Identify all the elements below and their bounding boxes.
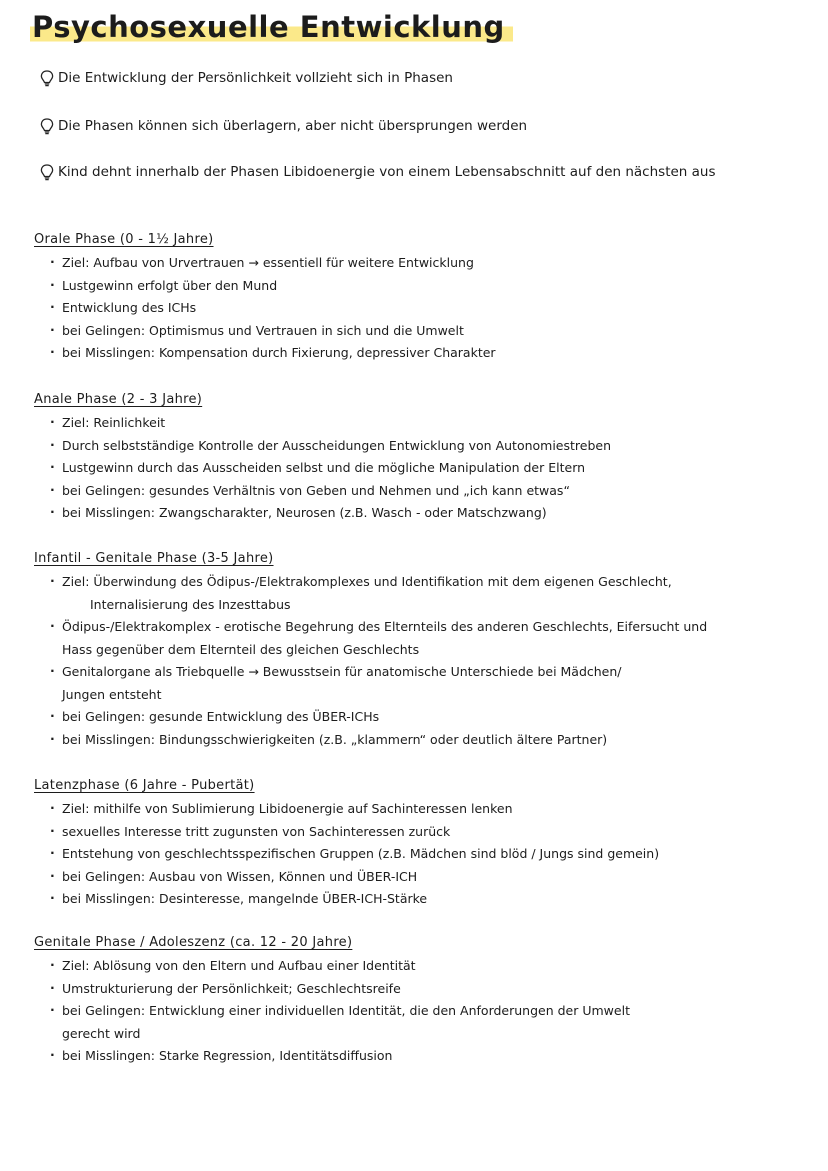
section-heading: Genitale Phase / Adoleszenz (ca. 12 - 20 Jahre) <box>34 935 353 950</box>
list-item: · Lustgewinn durch das Ausscheiden selbst und die mögliche Manipulation der Eltern <box>50 457 804 480</box>
lightbulb-icon <box>36 164 58 182</box>
list-item: · bei Gelingen: Ausbau von Wissen, Können und ÜBER-ICH <box>50 866 804 889</box>
tip-text: Die Phasen können sich überlagern, aber nicht übersprungen werden <box>58 118 528 134</box>
list-item: · Ziel: Reinlichkeit <box>50 412 804 435</box>
section-anal-phase <box>34 389 804 525</box>
list-item: · Durch selbstständige Kontrolle der Ausscheidungen Entwicklung von Autonomiestreben <box>50 435 804 458</box>
list-item-continuation: Hass gegenüber dem Elternteil des gleichen Geschlechts <box>62 641 420 657</box>
section-heading: Infantil - Genitale Phase (3-5 Jahre) <box>34 551 274 566</box>
list-item-continuation: gerecht wird <box>62 1025 141 1041</box>
list-item: · Umstrukturierung der Persönlichkeit; Geschlechtsreife <box>50 978 804 1001</box>
list-item: · bei Gelingen: Entwicklung einer individuellen Identität, die den Anforderungen der Umwelt <box>50 1000 804 1023</box>
list-item: · Ziel: Ablösung von den Eltern und Aufbau einer Identität <box>50 955 804 978</box>
section-infantile-genital-phase <box>34 548 804 751</box>
section-genital-phase <box>34 932 804 1068</box>
list-item: · Genitalorgane als Triebquelle → Bewusstsein für anatomische Unterschiede bei Mädchen/ <box>50 661 804 684</box>
list-item: · bei Misslingen: Desinteresse, mangelnde ÜBER-ICH-Stärke <box>50 888 804 911</box>
list-item: · bei Misslingen: Starke Regression, Identitätsdiffusion <box>50 1045 804 1068</box>
section-heading: Latenzphase (6 Jahre - Pubertät) <box>34 778 255 793</box>
tip-text: Die Entwicklung der Persönlichkeit vollzieht sich in Phasen <box>58 70 453 86</box>
list-item: · Ziel: mithilfe von Sublimierung Libidoenergie auf Sachinteressen lenken <box>50 798 804 821</box>
list-item: · bei Misslingen: Kompensation durch Fixierung, depressiver Charakter <box>50 342 804 365</box>
section-oral-phase <box>34 229 804 365</box>
lightbulb-icon <box>36 118 58 136</box>
list-item-continuation: Jungen entsteht <box>62 686 162 702</box>
section-heading: Orale Phase (0 - 1½ Jahre) <box>34 232 214 247</box>
list-item: · Ödipus-/Elektrakomplex - erotische Begehrung des Elternteils des anderen Geschlechts, Eifersucht und <box>50 616 804 639</box>
list-item-continuation: Internalisierung des Inzesttabus <box>90 596 291 612</box>
lightbulb-icon <box>36 70 58 88</box>
section-heading: Anale Phase (2 - 3 Jahre) <box>34 392 203 407</box>
list-item: · sexuelles Interesse tritt zugunsten von Sachinteressen zurück <box>50 821 804 844</box>
list-item: · bei Gelingen: gesundes Verhältnis von Geben und Nehmen und „ich kann etwas“ <box>50 480 804 503</box>
list-item: · bei Misslingen: Bindungsschwierigkeiten (z.B. „klammern“ oder deutlich ältere Partner) <box>50 729 804 752</box>
tip-3 <box>36 160 776 184</box>
list-item: · bei Misslingen: Zwangscharakter, Neurosen (z.B. Wasch - oder Matschzwang) <box>50 502 804 525</box>
list-item: · Ziel: Überwindung des Ödipus-/Elektrakomplexes und Identifikation mit dem eigenen Geschlecht, <box>50 571 804 594</box>
list-item: · bei Gelingen: Optimismus und Vertrauen in sich und die Umwelt <box>50 320 804 343</box>
page-title: Psychosexuelle Entwicklung <box>30 10 513 44</box>
list-item: · bei Gelingen: gesunde Entwicklung des ÜBER-ICHs <box>50 706 804 729</box>
list-item: · Entwicklung des ICHs <box>50 297 804 320</box>
section-latency-phase <box>34 775 804 911</box>
tip-2 <box>36 114 776 138</box>
list-item: · Ziel: Aufbau von Urvertrauen → essentiell für weitere Entwicklung <box>50 252 804 275</box>
list-item: · Entstehung von geschlechtsspezifischen Gruppen (z.B. Mädchen sind blöd / Jungs sind gemein) <box>50 843 804 866</box>
tip-1 <box>36 66 776 90</box>
tip-text: Kind dehnt innerhalb der Phasen Libidoenergie von einem Lebensabschnitt auf den nächsten aus <box>58 164 716 180</box>
list-item: · Lustgewinn erfolgt über den Mund <box>50 275 804 298</box>
